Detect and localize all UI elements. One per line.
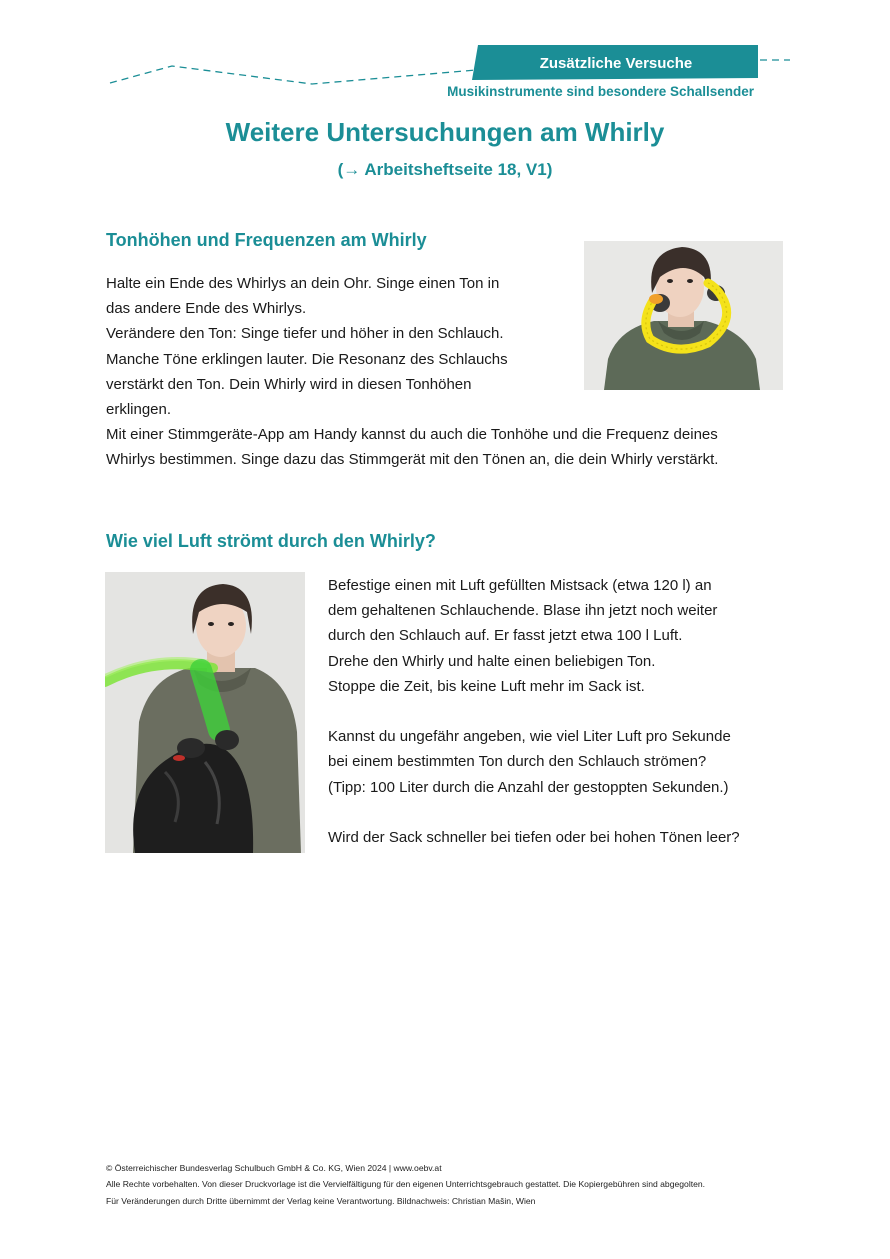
section2-line: bei einem bestimmten Ton durch den Schlauch strömen? bbox=[328, 753, 707, 771]
section1-line: Whirlys bestimmen. Singe dazu das Stimmgerät mit den Tönen an, die dein Whirly verstärkt. bbox=[106, 451, 719, 469]
footer-line: © Österreichischer Bundesverlag Schulbuch GmbH & Co. KG, Wien 2024 | www.oebv.at bbox=[106, 1163, 442, 1173]
page-title: Weitere Untersuchungen am Whirly bbox=[225, 117, 665, 147]
section2-line bbox=[328, 699, 798, 724]
workbook-page-reference: (→ Arbeitsheftseite 18, V1) bbox=[337, 160, 553, 179]
chapter-subtitle: Musikinstrumente sind besondere Schallsender bbox=[447, 84, 754, 99]
header-decoration bbox=[0, 0, 890, 110]
section2-line: (Tipp: 100 Liter durch die Anzahl der gestoppten Sekunden.) bbox=[328, 778, 729, 796]
section1-line: Halte ein Ende des Whirlys an dein Ohr. Singe einen Ton in bbox=[106, 275, 500, 292]
footer-line: Für Veränderungen durch Dritte übernimmt der Verlag keine Verantwortung. Bildnachweis: Christian Mašin, Wien bbox=[106, 1195, 536, 1206]
section2-line bbox=[328, 800, 798, 825]
section2-line: Drehe den Whirly und halte einen beliebigen Ton. bbox=[328, 652, 656, 670]
copyright-footer bbox=[106, 1160, 705, 1209]
section2-line: Befestige einen mit Luft gefüllten Mistsack (etwa 120 l) an bbox=[328, 577, 712, 594]
section1-line: das andere Ende des Whirlys. bbox=[106, 300, 307, 318]
whirly-airflow-photo bbox=[105, 572, 305, 853]
section1-heading: Tonhöhen und Frequenzen am Whirly bbox=[106, 230, 427, 250]
section2-line: durch den Schlauch auf. Er fasst jetzt etwa 100 l Luft. bbox=[328, 627, 683, 645]
section2-line: Stoppe die Zeit, bis keine Luft mehr im Sack ist. bbox=[328, 677, 645, 695]
section1-line: Verändere den Ton: Singe tiefer und höher in den Schlauch. bbox=[106, 325, 504, 343]
section1-line: Manche Töne erklingen lauter. Die Resonanz des Schlauchs bbox=[106, 350, 508, 368]
section-tab-label: Zusätzliche Versuche bbox=[539, 55, 693, 72]
section2-line: Wird der Sack schneller bei tiefen oder bei hohen Tönen leer? bbox=[328, 829, 740, 847]
section1-line: Mit einer Stimmgeräte-App am Handy kannst du auch die Tonhöhe und die Frequenz deines bbox=[106, 426, 718, 444]
section2-heading: Wie viel Luft strömt durch den Whirly? bbox=[106, 531, 436, 551]
whirly-singing-photo bbox=[584, 241, 783, 390]
section2-text bbox=[328, 573, 798, 850]
footer-line: Alle Rechte vorbehalten. Von dieser Druckvorlage ist die Vervielfältigung für den eigenen Unterrichtsgebrauch gestattet. Die Kopiergebühren sind abgegolten. bbox=[106, 1179, 706, 1190]
section1-line: erklingen. bbox=[106, 401, 172, 419]
section2-line: Kannst du ungefähr angeben, wie viel Liter Luft pro Sekunde bbox=[328, 728, 731, 746]
section2-line: dem gehaltenen Schlauchende. Blase ihn jetzt noch weiter bbox=[328, 602, 718, 620]
section1-line: verstärkt den Ton. Dein Whirly wird in diesen Tonhöhen bbox=[106, 375, 472, 393]
